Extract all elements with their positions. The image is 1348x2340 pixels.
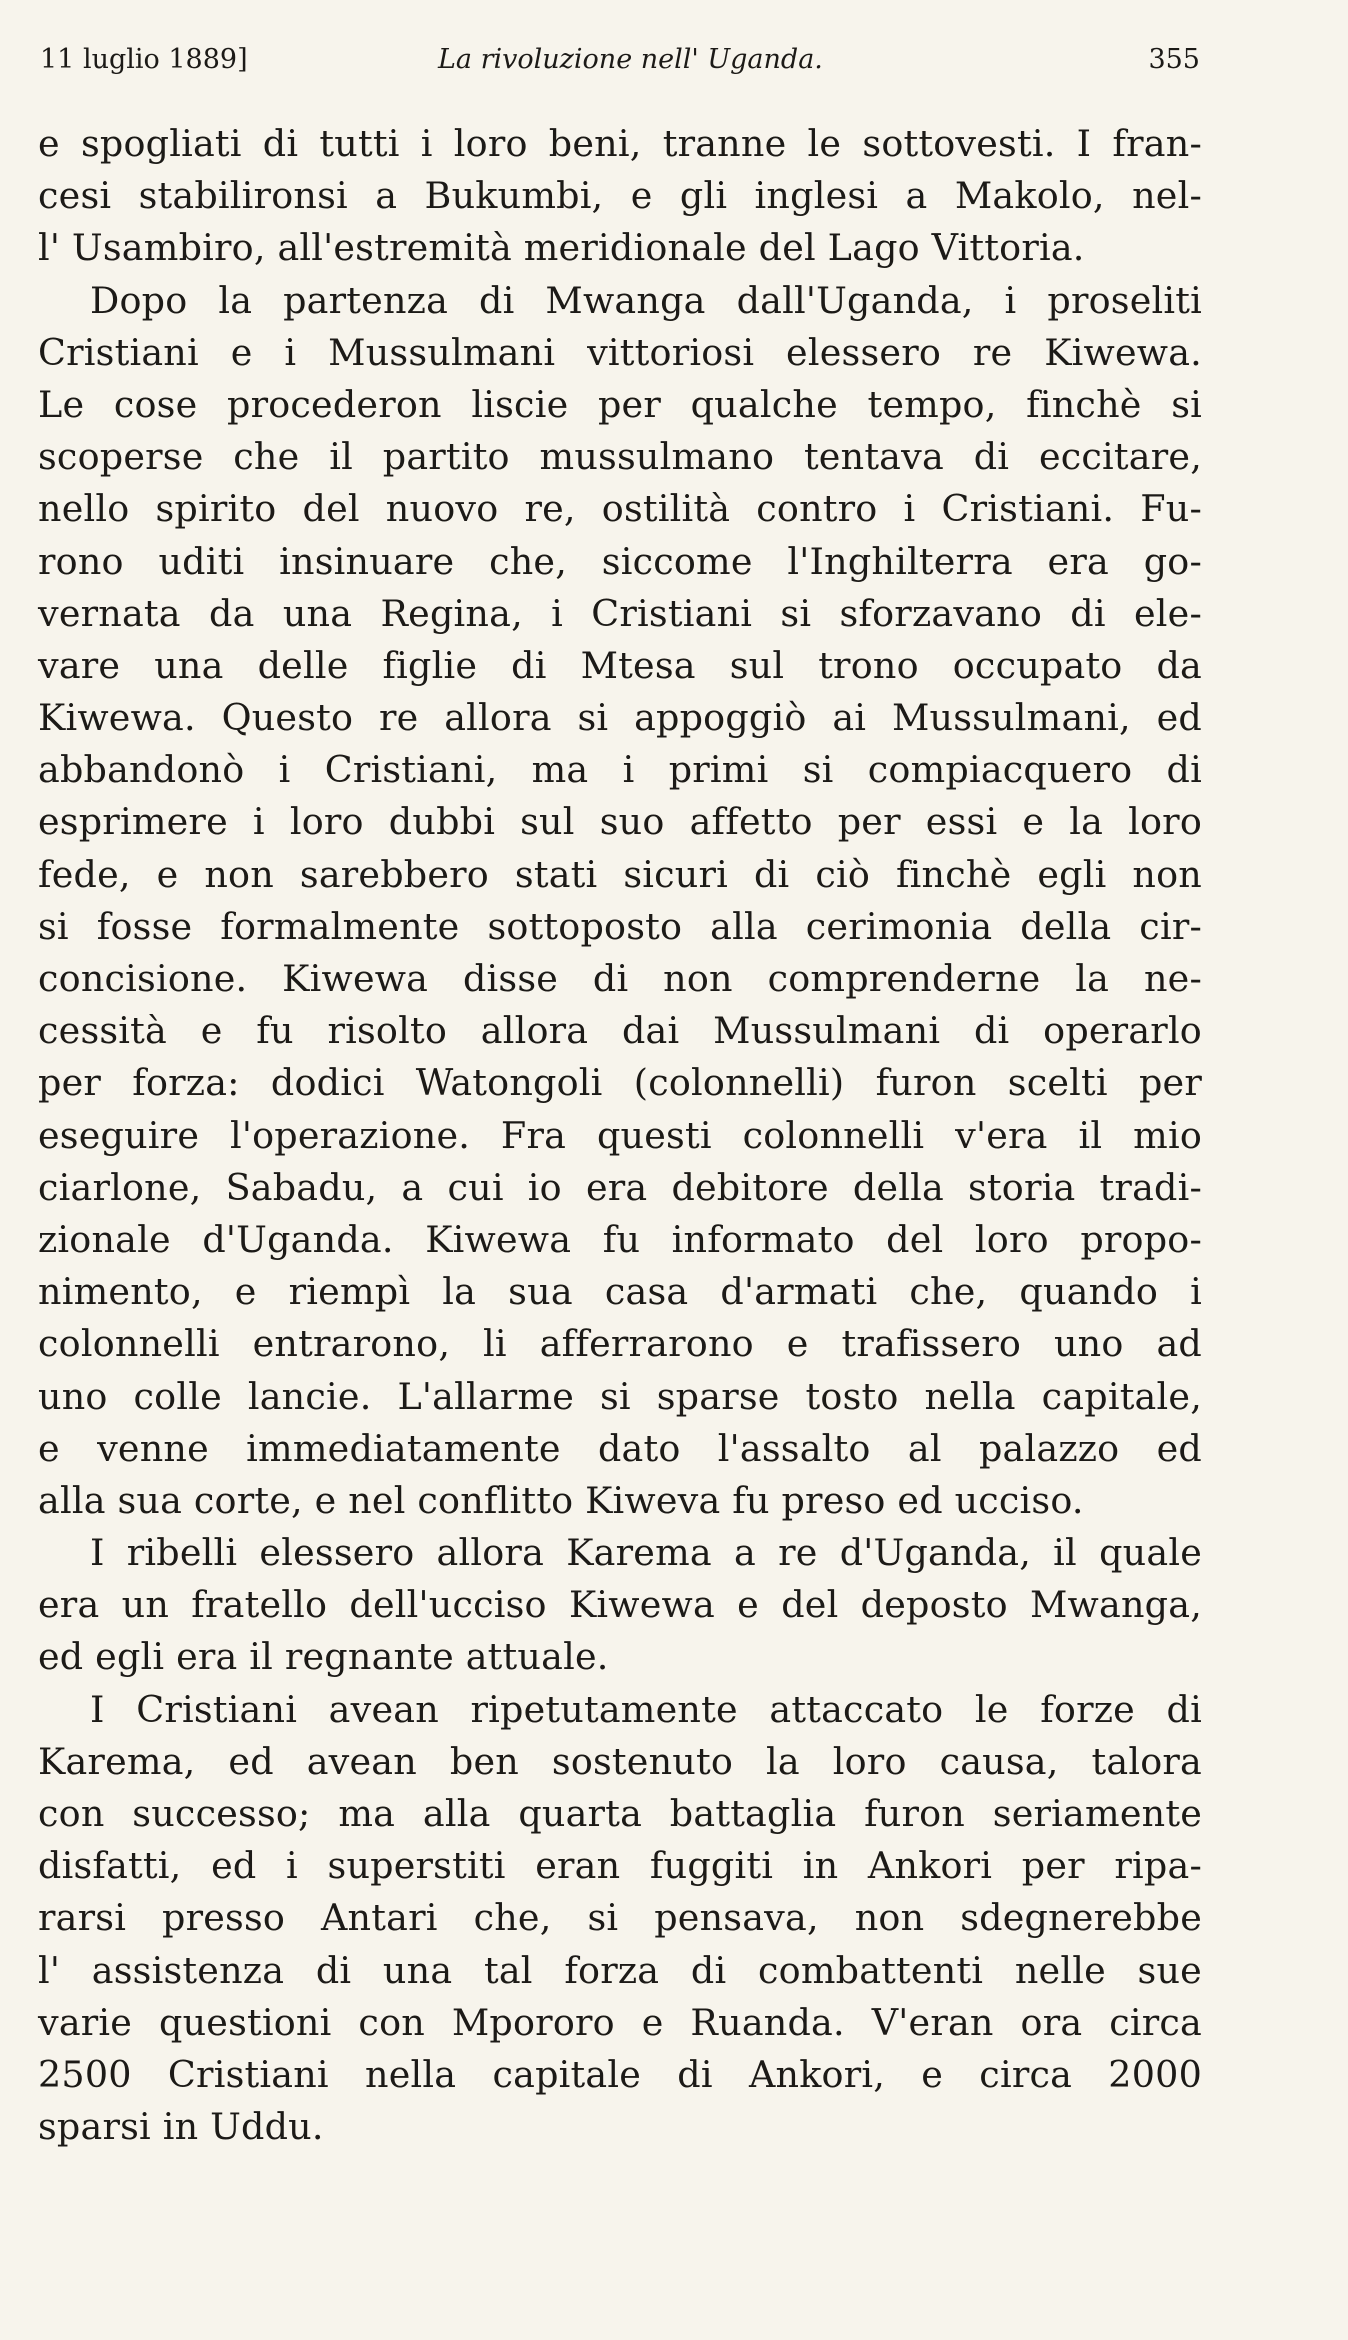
text-line: Le cose procederon liscie per qualche tempo, finchè si <box>38 382 1202 426</box>
text-line: vernata da una Regina, i Cristiani si sforzavano di ele- <box>38 591 1202 635</box>
text-line: vare una delle figlie di Mtesa sul trono occupato da <box>38 643 1202 687</box>
text-line: Kiwewa. Questo re allora si appoggiò ai Mussulmani, ed <box>38 696 1202 740</box>
text-line: con successo; ma alla quarta battaglia furon seriamente <box>38 1792 1202 1835</box>
text-line: e spogliati di tutti i loro beni, tranne le sottovesti. I fran- <box>38 122 1202 165</box>
text-line: sparsi in Uddu. <box>38 2105 324 2149</box>
text-line: I Cristiani avean ripetutamente attaccato le forze di <box>90 1687 1202 1731</box>
text-line: per forza: dodici Watongoli (colonnelli) furon scelti per <box>38 1061 1202 1105</box>
text-line: cesi stabilironsi a Bukumbi, e gli inglesi a Makolo, nel- <box>38 174 1202 218</box>
running-header <box>40 44 1200 88</box>
header-title: La rivoluzione nell' Uganda. <box>438 44 823 75</box>
text-line: cessità e fu risolto allora dai Mussulmani di operarlo <box>38 1009 1202 1053</box>
text-line: colonnelli entrarono, li afferrarono e trafissero uno ad <box>38 1322 1202 1366</box>
text-line: Cristiani e i Mussulmani vittoriosi elessero re Kiwewa. <box>38 330 1202 374</box>
text-line: l' Usambiro, all'estremità meridionale del Lago Vittoria. <box>38 226 1085 270</box>
text-line: eseguire l'operazione. Fra questi colonnelli v'era il mio <box>38 1113 1202 1157</box>
text-line: fede, e non sarebbero stati sicuri di ciò finchè egli non <box>38 852 1202 896</box>
text-line: disfatti, ed i superstiti eran fuggiti in Ankori per ripa- <box>38 1844 1202 1888</box>
text-line: abbandonò i Cristiani, ma i primi si compiacquero di <box>38 748 1202 792</box>
text-line: concisione. Kiwewa disse di non comprenderne la ne- <box>38 957 1202 1000</box>
text-line: l' assistenza di una tal forza di combattenti nelle sue <box>38 1948 1202 1992</box>
text-line: nimento, e riempì la sua casa d'armati che, quando i <box>38 1270 1202 1314</box>
text-line: scoperse che il partito mussulmano tentava di eccitare, <box>38 435 1202 479</box>
text-line: Karema, ed avean ben sostenuto la loro causa, talora <box>38 1739 1202 1783</box>
text-line: e venne immediatamente dato l'assalto al palazzo ed <box>38 1426 1202 1470</box>
text-line: era un fratello dell'ucciso Kiwewa e del deposto Mwanga, <box>38 1583 1202 1627</box>
body-text <box>38 118 1202 2153</box>
text-line: I ribelli elessero allora Karema a re d'Uganda, il quale <box>90 1531 1202 1575</box>
text-line: 2500 Cristiani nella capitale di Ankori, e circa 2000 <box>38 2052 1202 2096</box>
text-line: si fosse formalmente sottoposto alla cerimonia della cir- <box>38 904 1202 948</box>
text-line: rarsi presso Antari che, si pensava, non sdegnerebbe <box>38 1896 1202 1940</box>
page-number: 355 <box>1148 44 1200 75</box>
text-line: alla sua corte, e nel conflitto Kiweva fu preso ed ucciso. <box>38 1478 1084 1522</box>
header-date: 11 luglio 1889] <box>40 44 248 75</box>
text-line: rono uditi insinuare che, siccome l'Inghilterra era go- <box>38 539 1202 583</box>
text-line: Dopo la partenza di Mwanga dall'Uganda, i proseliti <box>90 278 1202 322</box>
text-line: esprimere i loro dubbi sul suo affetto per essi e la loro <box>38 800 1202 844</box>
text-line: nello spirito del nuovo re, ostilità contro i Cristiani. Fu- <box>38 487 1202 531</box>
text-line: uno colle lancie. L'allarme si sparse tosto nella capitale, <box>38 1374 1202 1418</box>
text-line: zionale d'Uganda. Kiwewa fu informato del loro propo- <box>38 1217 1202 1261</box>
text-line: ciarlone, Sabadu, a cui io era debitore della storia tradi- <box>38 1165 1202 1209</box>
text-line: varie questioni con Mpororo e Ruanda. V'eran ora circa <box>38 2000 1202 2044</box>
text-line: ed egli era il regnante attuale. <box>38 1635 609 1679</box>
